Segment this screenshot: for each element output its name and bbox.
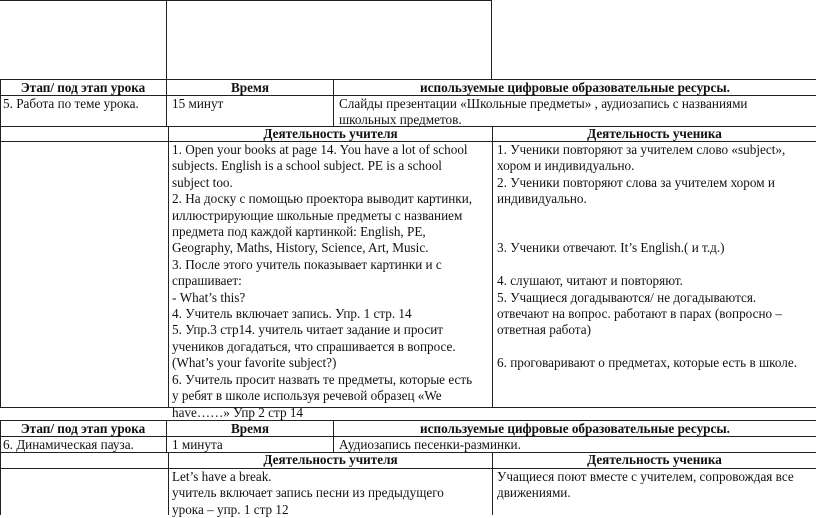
time-cell: 1 минута	[172, 437, 223, 452]
teacher-activity-header: Деятельность учителя	[263, 452, 398, 467]
grid-line	[0, 0, 492, 1]
grid-line	[492, 126, 493, 408]
stage-cell: 5. Работа по теме урока.	[3, 96, 139, 111]
resources-cell: Аудиозапись песенки-разминки.	[339, 437, 521, 452]
header-time: Время	[230, 421, 270, 436]
grid-line	[0, 79, 1, 408]
header-resources: используемые цифровые образовательные ресурсы.	[420, 80, 730, 95]
student-activity-text: Учащиеся поют вместе с учителем, сопровождая все движениями.	[497, 469, 794, 501]
stage-cell: 6. Динамическая пауза.	[3, 437, 134, 452]
time-cell: 15 минут	[172, 96, 224, 111]
header-stage: Этап/ под этап урока	[20, 421, 146, 436]
grid-line	[491, 0, 492, 80]
grid-line	[168, 126, 169, 408]
grid-line	[166, 0, 167, 80]
teacher-activity-text: Let’s have a break. учитель включает запись песни из предыдущего урока – упр. 1 стр 12	[172, 469, 444, 517]
header-resources: используемые цифровые образовательные ресурсы.	[420, 421, 730, 436]
header-stage: Этап/ под этап урока	[20, 80, 146, 95]
header-time: Время	[230, 80, 270, 95]
student-activity-header: Деятельность ученика	[587, 126, 722, 141]
resources-cell: Слайды презентации «Школьные предметы» , аудиозапись с названиями школьных предметов.	[339, 96, 748, 128]
student-activity-header: Деятельность ученика	[587, 452, 722, 467]
student-activity-text: 1. Ученики повторяют за учителем слово «subject», хором и индивидуально. 2. Ученики повторяют слова за учителем хором и индивидуально. 3. Ученики отвечают. It’s English.( и т.д.) 4. слушают, читают и повторяют. 5. Учащиеся догадываются/ не догадываются. отвечают на вопрос. работают в парах (вопросно – ответная работа) 6. проговаривают о предметах, которые есть в школе.	[497, 142, 798, 371]
teacher-activity-header: Деятельность учителя	[263, 126, 398, 141]
teacher-activity-text: 1. Open your books at page 14. You have a lot of school subjects. English is a school subject. PE is a school subject too. 2. На доску с помощью проектора выводит картинки, иллюстрирующие школьные предметы с названием предмета под каждой картинкой: English, PE, Geography, Maths, History, Science, Art, Music. 3. После этого учитель показывает картинки и с спрашивает: - What’s this? 4. Учитель включает запись. Упр. 1 стр. 14 5. Упр.3 стр14. учитель читает задание и просит учеников догадаться, что спрашивается в вопросе. (What’s your favorite subject?) 6. Учитель просит назвать те предметы, которые есть у ребят в школе используя речевой образец «We have……» Упр 2 стр 14	[172, 142, 473, 420]
